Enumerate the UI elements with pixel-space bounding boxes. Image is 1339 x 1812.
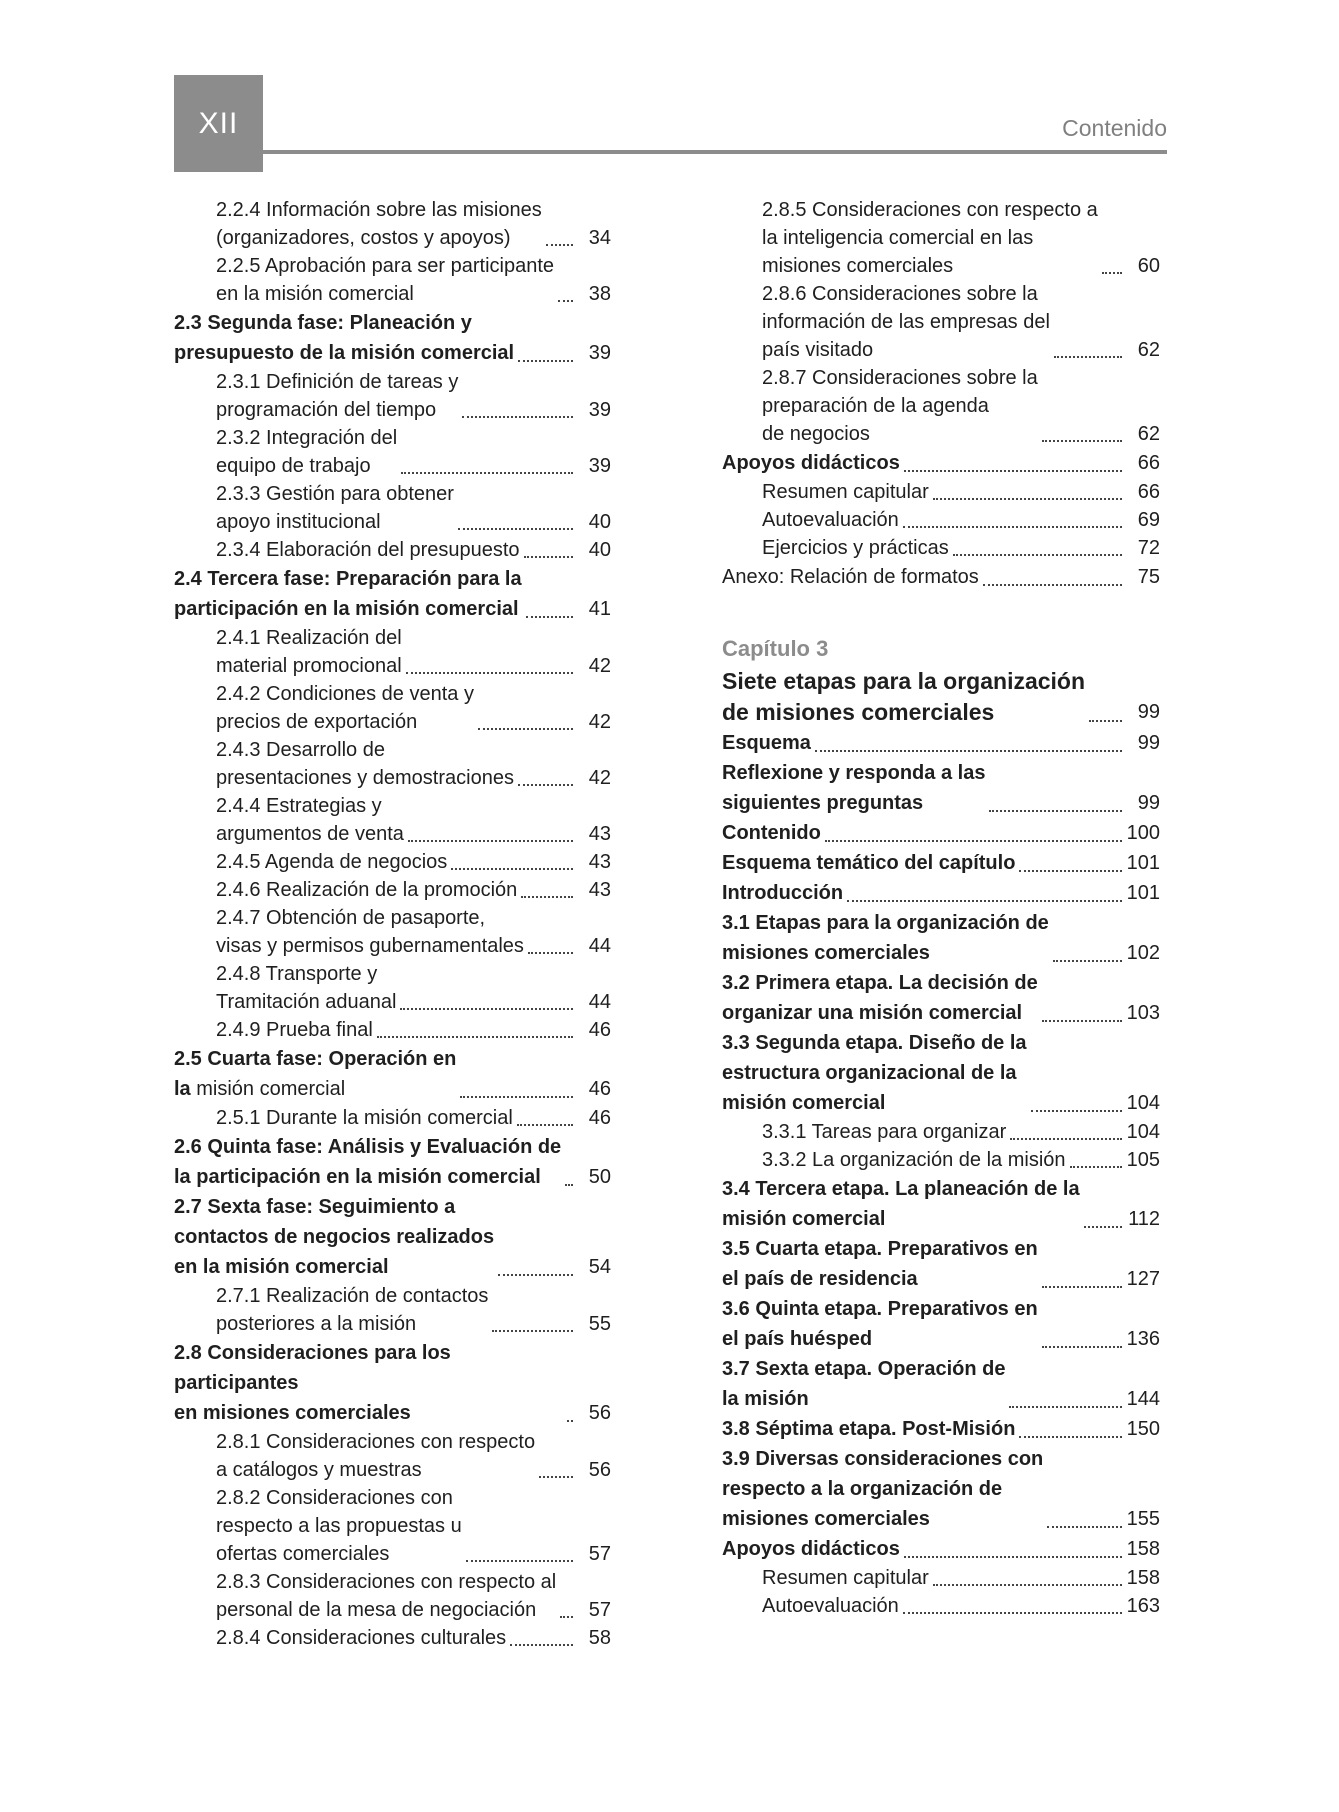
- leader-dots: [400, 1008, 573, 1010]
- toc-entry-page: 60: [1137, 255, 1160, 277]
- leader-dots: [815, 750, 1122, 752]
- toc-entry-page: 112: [1128, 1208, 1160, 1230]
- toc-entry-title: 3.2 Primera etapa. La decisión de organizar una misión comercial: [722, 972, 1038, 1024]
- leader-dots: [460, 1096, 573, 1098]
- leader-dots: [458, 528, 573, 530]
- leader-dots: [903, 526, 1122, 528]
- toc-entry[interactable]: [722, 908, 1160, 968]
- toc-entry[interactable]: [722, 506, 1160, 534]
- toc-entry-page: 39: [588, 399, 611, 421]
- toc-entry[interactable]: [722, 1294, 1160, 1354]
- leader-dots: [528, 952, 573, 954]
- toc-entry-page: 55: [588, 1313, 611, 1335]
- toc-entry-page: 58: [588, 1627, 611, 1649]
- leader-dots: [478, 728, 573, 730]
- toc-entry-page: 39: [588, 455, 611, 477]
- toc-entry-title: 2.4.1 Realización del material promocional: [216, 627, 402, 677]
- toc-entry-page: 104: [1126, 1121, 1160, 1143]
- header-rule: [263, 150, 1167, 154]
- leader-dots: [1054, 356, 1122, 358]
- toc-entry[interactable]: [174, 1484, 611, 1568]
- toc-entry-page: 99: [1137, 732, 1160, 754]
- leader-dots: [1042, 1286, 1122, 1288]
- toc-entry-page: 57: [588, 1543, 611, 1565]
- toc-entry-page: 101: [1126, 852, 1160, 874]
- leader-dots: [451, 868, 573, 870]
- toc-entry-page: 101: [1126, 882, 1160, 904]
- toc-entry-title: 2.4.2 Condiciones de venta y precios de exportación: [216, 683, 474, 733]
- leader-dots: [989, 810, 1122, 812]
- toc-entry-title: 2.8.3 Consideraciones con respecto al personal de la mesa de negociación: [216, 1571, 557, 1621]
- toc-entry[interactable]: [722, 758, 1160, 818]
- toc-entry[interactable]: [722, 1234, 1160, 1294]
- toc-right-bottom: [722, 728, 1160, 1620]
- leader-dots: [1009, 1406, 1122, 1408]
- toc-entry[interactable]: [174, 252, 611, 308]
- leader-dots: [498, 1274, 573, 1276]
- toc-entry-title: 3.3.1 Tareas para organizar: [762, 1121, 1007, 1143]
- toc-entry[interactable]: [174, 424, 611, 480]
- toc-entry[interactable]: [722, 280, 1160, 364]
- toc-entry-title: Introducción: [722, 882, 844, 904]
- toc-entry-title: 2.7 Sexta fase: Seguimiento a contactos de negocios realizados en la misión comercial: [174, 1196, 495, 1278]
- toc-entry[interactable]: [722, 848, 1160, 878]
- toc-right-top: [722, 196, 1160, 592]
- leader-dots: [1010, 1138, 1122, 1140]
- leader-dots: [518, 360, 573, 362]
- toc-entry-title: Esquema: [722, 732, 811, 754]
- chapter-title-entry[interactable]: [722, 666, 1160, 728]
- toc-entry-page: 40: [588, 539, 611, 561]
- toc-entry-title: Apoyos didácticos: [722, 452, 900, 474]
- toc-entry[interactable]: [722, 968, 1160, 1028]
- toc-entry[interactable]: [722, 1028, 1160, 1118]
- leader-dots: [521, 896, 573, 898]
- toc-entry-title-rest: misión comercial: [190, 1078, 346, 1100]
- leader-dots: [904, 470, 1122, 472]
- leader-dots: [904, 1556, 1122, 1558]
- toc-entry[interactable]: [174, 1338, 611, 1428]
- toc-entry-title: Apoyos didácticos: [722, 1538, 900, 1560]
- toc-entry-page: 43: [588, 851, 611, 873]
- toc-entry-title: 2.2.5 Aprobación para ser participante en la misión comercial: [216, 255, 554, 305]
- leader-dots: [406, 672, 573, 674]
- toc-entry[interactable]: [722, 1118, 1160, 1146]
- toc-entry-title: 2.6 Quinta fase: Análisis y Evaluación de la participación en la misión comercial: [174, 1136, 562, 1188]
- toc-entry[interactable]: [722, 818, 1160, 848]
- toc-entry-page: 42: [588, 711, 611, 733]
- toc-entry-page: 54: [588, 1256, 611, 1278]
- toc-entry-title: Anexo: Relación de formatos: [722, 566, 979, 588]
- toc-entry-page: 44: [588, 991, 611, 1013]
- toc-entry-title: [174, 1044, 456, 1104]
- toc-entry[interactable]: [722, 1414, 1160, 1444]
- leader-dots: [1042, 1020, 1122, 1022]
- toc-entry-title: 3.8 Séptima etapa. Post-Misión: [722, 1418, 1016, 1440]
- leader-dots: [825, 840, 1122, 842]
- toc-entry-page: 46: [588, 1078, 611, 1100]
- toc-entry-page: 43: [588, 879, 611, 901]
- toc-entry-title: Autoevaluación: [762, 1595, 899, 1617]
- toc-entry[interactable]: [722, 364, 1160, 448]
- toc-entry-page: 155: [1126, 1508, 1160, 1530]
- toc-entry-title: 3.4 Tercera etapa. La planeación de la misión comercial: [722, 1178, 1080, 1230]
- toc-entry-page: 39: [588, 342, 611, 364]
- leader-dots: [539, 1476, 573, 1478]
- chapter-label: Capítulo 3: [722, 636, 829, 661]
- toc-entry-page: 40: [588, 511, 611, 533]
- toc-entry-title: 2.5.1 Durante la misión comercial: [216, 1107, 513, 1129]
- toc-entry-title: 3.6 Quinta etapa. Preparativos en el país huésped: [722, 1298, 1038, 1350]
- toc-entry-title: Esquema temático del capítulo: [722, 852, 1016, 874]
- toc-entry-page: 75: [1137, 566, 1160, 588]
- toc-entry-page: 103: [1126, 1002, 1160, 1024]
- toc-entry[interactable]: [174, 1104, 611, 1132]
- toc-entry-title: 2.3.3 Gestión para obtener apoyo institucional: [216, 483, 454, 533]
- toc-entry[interactable]: [174, 368, 611, 424]
- toc-entry-page: 163: [1126, 1595, 1160, 1617]
- toc-entry-page: 104: [1126, 1092, 1160, 1114]
- toc-entry[interactable]: [722, 196, 1160, 280]
- toc-entry-title: 2.8.2 Consideraciones con respecto a las propuestas u ofertas comerciales: [216, 1487, 462, 1565]
- toc-entry-page: 57: [588, 1599, 611, 1621]
- leader-dots: [1042, 1346, 1122, 1348]
- toc-entry[interactable]: [174, 792, 611, 848]
- toc-entry[interactable]: [722, 878, 1160, 908]
- toc-entry-page: 100: [1126, 822, 1160, 844]
- toc-entry-title: 3.3 Segunda etapa. Diseño de la estructura organizacional de la misión comercial: [722, 1032, 1027, 1114]
- leader-dots: [565, 1184, 573, 1186]
- toc-entry[interactable]: [722, 448, 1160, 478]
- toc-entry-title: 3.7 Sexta etapa. Operación de la misión: [722, 1358, 1006, 1410]
- toc-entry-title: 2.3 Segunda fase: Planeación y presupuesto de la misión comercial: [174, 312, 515, 364]
- toc-entry[interactable]: [174, 1132, 611, 1192]
- toc-entry-title: 2.3.4 Elaboración del presupuesto: [216, 539, 520, 561]
- leader-dots: [401, 472, 573, 474]
- leader-dots: [517, 1124, 573, 1126]
- leader-dots: [1019, 870, 1122, 872]
- leader-dots: [847, 900, 1122, 902]
- toc-entry[interactable]: [174, 848, 611, 876]
- toc-entry-page: 62: [1137, 339, 1160, 361]
- leader-dots: [903, 1612, 1122, 1614]
- toc-entry-page: 42: [588, 767, 611, 789]
- toc-entry-title: 2.4.5 Agenda de negocios: [216, 851, 448, 873]
- leader-dots: [510, 1644, 573, 1646]
- toc-entry-title: 3.5 Cuarta etapa. Preparativos en el país de residencia: [722, 1238, 1038, 1290]
- toc-entry[interactable]: [722, 1564, 1160, 1592]
- leader-dots: [1031, 1110, 1122, 1112]
- toc-entry[interactable]: [174, 904, 611, 960]
- toc-entry-page: 46: [588, 1107, 611, 1129]
- toc-entry-page: 69: [1137, 509, 1160, 531]
- toc-right-column: [722, 196, 1160, 1620]
- leader-dots: [1047, 1526, 1122, 1528]
- toc-entry-title: 2.4.4 Estrategias y argumentos de venta: [216, 795, 404, 845]
- toc-entry-page: 144: [1126, 1388, 1160, 1410]
- toc-entry-title: 2.8.5 Consideraciones con respecto a la inteligencia comercial en las misiones comerciales: [762, 199, 1098, 277]
- toc-entry[interactable]: [174, 736, 611, 792]
- toc-entry-page: 72: [1137, 537, 1160, 559]
- leader-dots: [408, 840, 573, 842]
- leader-dots: [1042, 440, 1122, 442]
- toc-entry[interactable]: [722, 1354, 1160, 1414]
- toc-entry-title: 2.3.2 Integración del equipo de trabajo: [216, 427, 398, 477]
- running-header-title: Contenido: [1062, 115, 1167, 141]
- toc-entry-page: 44: [588, 935, 611, 957]
- toc-entry[interactable]: [174, 960, 611, 1016]
- toc-entry[interactable]: [174, 308, 611, 368]
- leader-dots: [526, 616, 573, 618]
- toc-entry[interactable]: [722, 1592, 1160, 1620]
- toc-entry-title: Autoevaluación: [762, 509, 899, 531]
- toc-entry-title: 2.8 Consideraciones para los participantes en misiones comerciales: [174, 1342, 451, 1424]
- toc-entry-title: 2.8.4 Consideraciones culturales: [216, 1627, 507, 1649]
- toc-entry[interactable]: [174, 564, 611, 624]
- toc-entry-page: 136: [1126, 1328, 1160, 1350]
- toc-entry[interactable]: [722, 478, 1160, 506]
- page-number: XII: [198, 106, 239, 140]
- leader-dots: [1089, 720, 1122, 722]
- toc-entry-page: 99: [1137, 792, 1160, 814]
- toc-entry-page: 150: [1126, 1418, 1160, 1440]
- toc-entry[interactable]: [722, 728, 1160, 758]
- toc-entry-title: 2.7.1 Realización de contactos posteriores a la misión: [216, 1285, 489, 1335]
- toc-entry-page: 62: [1137, 423, 1160, 445]
- toc-entry-page: 46: [588, 1019, 611, 1041]
- leader-dots: [1070, 1166, 1122, 1168]
- toc-entry-title: 2.3.1 Definición de tareas y programación del tiempo: [216, 371, 459, 421]
- toc-entry-title: 3.9 Diversas consideraciones con respecto a la organización de misiones comerciales: [722, 1448, 1044, 1530]
- toc-entry-title: 2.8.7 Consideraciones sobre la preparación de la agenda de negocios: [762, 367, 1038, 445]
- toc-entry-title: 2.8.6 Consideraciones sobre la información de las empresas del país visitado: [762, 283, 1050, 361]
- toc-entry-page: 158: [1126, 1538, 1160, 1560]
- toc-entry-title: 2.4.3 Desarrollo de presentaciones y demostraciones: [216, 739, 514, 789]
- leader-dots: [983, 584, 1122, 586]
- toc-entry-page: 42: [588, 655, 611, 677]
- chapter-page: 99: [1137, 701, 1160, 723]
- toc-entry-page: 105: [1126, 1149, 1160, 1171]
- toc-entry-title: 2.4.9 Prueba final: [216, 1019, 373, 1041]
- chapter-title: Siete etapas para la organización de misiones comerciales: [722, 668, 1086, 725]
- toc-entry[interactable]: [174, 536, 611, 564]
- toc-entry-page: 38: [588, 283, 611, 305]
- leader-dots: [377, 1036, 573, 1038]
- leader-dots: [933, 1584, 1122, 1586]
- toc-entry[interactable]: [174, 1192, 611, 1282]
- toc-entry-page: 56: [588, 1402, 611, 1424]
- toc-entry-page: 102: [1126, 942, 1160, 964]
- leader-dots: [560, 1616, 573, 1618]
- leader-dots: [462, 416, 573, 418]
- toc-entry-title: Reflexione y responda a las siguientes preguntas: [722, 762, 986, 814]
- toc-entry[interactable]: [174, 1624, 611, 1652]
- toc-entry[interactable]: [174, 876, 611, 904]
- toc-entry-page: 50: [588, 1166, 611, 1188]
- leader-dots: [1102, 272, 1122, 274]
- toc-entry[interactable]: [174, 196, 611, 252]
- toc-entry-title: 3.3.2 La organización de la misión: [762, 1149, 1066, 1171]
- toc-entry-title: Contenido: [722, 822, 821, 844]
- toc-entry-title: 2.4.7 Obtención de pasaporte, visas y permisos gubernamentales: [216, 907, 524, 957]
- toc-entry-page: 127: [1126, 1268, 1160, 1290]
- toc-entry[interactable]: [174, 1568, 611, 1624]
- toc-entry[interactable]: [174, 1016, 611, 1044]
- toc-entry-page: 41: [588, 598, 611, 620]
- leader-dots: [518, 784, 573, 786]
- toc-entry[interactable]: [722, 1534, 1160, 1564]
- toc-entry-title: 2.8.1 Consideraciones con respecto a catálogos y muestras: [216, 1431, 536, 1481]
- toc-left-column: [174, 196, 611, 1652]
- toc-entry-title: 2.4.8 Transporte y Tramitación aduanal: [216, 963, 397, 1013]
- toc-entry-page: 34: [588, 227, 611, 249]
- toc-entry[interactable]: [722, 534, 1160, 562]
- toc-entry[interactable]: [722, 1444, 1160, 1534]
- toc-entry[interactable]: [174, 480, 611, 536]
- toc-entry[interactable]: [174, 680, 611, 736]
- leader-dots: [524, 556, 573, 558]
- toc-entry-title: 3.1 Etapas para la organización de misiones comerciales: [722, 912, 1049, 964]
- toc-entry-page: 158: [1126, 1567, 1160, 1589]
- toc-entry-title: Ejercicios y prácticas: [762, 537, 949, 559]
- leader-dots: [466, 1560, 573, 1562]
- leader-dots: [558, 300, 573, 302]
- toc-entry[interactable]: [174, 624, 611, 680]
- toc-entry-page: 43: [588, 823, 611, 845]
- leader-dots: [1084, 1226, 1122, 1228]
- leader-dots: [492, 1330, 573, 1332]
- page-number-box: [174, 75, 263, 172]
- toc-entry-title: Resumen capitular: [762, 1567, 929, 1589]
- toc-entry[interactable]: [174, 1282, 611, 1338]
- leader-dots: [953, 554, 1122, 556]
- toc-entry-title-bold: 2.5 Cuarta fase: Operación en la: [174, 1048, 457, 1100]
- toc-entry-title: Resumen capitular: [762, 481, 929, 503]
- leader-dots: [1019, 1436, 1122, 1438]
- toc-entry-page: 56: [588, 1459, 611, 1481]
- toc-entry-title: 2.4 Tercera fase: Preparación para la participación en la misión comercial: [174, 568, 522, 620]
- leader-dots: [567, 1420, 573, 1422]
- leader-dots: [1053, 960, 1122, 962]
- toc-entry-title: 2.2.4 Información sobre las misiones (organizadores, costos y apoyos): [216, 199, 542, 249]
- leader-dots: [933, 498, 1122, 500]
- toc-entry-page: 66: [1137, 481, 1160, 503]
- toc-entry[interactable]: [722, 1174, 1160, 1234]
- toc-entry-title: 2.4.6 Realización de la promoción: [216, 879, 518, 901]
- toc-entry[interactable]: [174, 1428, 611, 1484]
- toc-entry[interactable]: [722, 1146, 1160, 1174]
- toc-entry[interactable]: [174, 1044, 611, 1104]
- toc-entry[interactable]: [722, 562, 1160, 592]
- toc-entry-page: 66: [1137, 452, 1160, 474]
- leader-dots: [546, 244, 573, 246]
